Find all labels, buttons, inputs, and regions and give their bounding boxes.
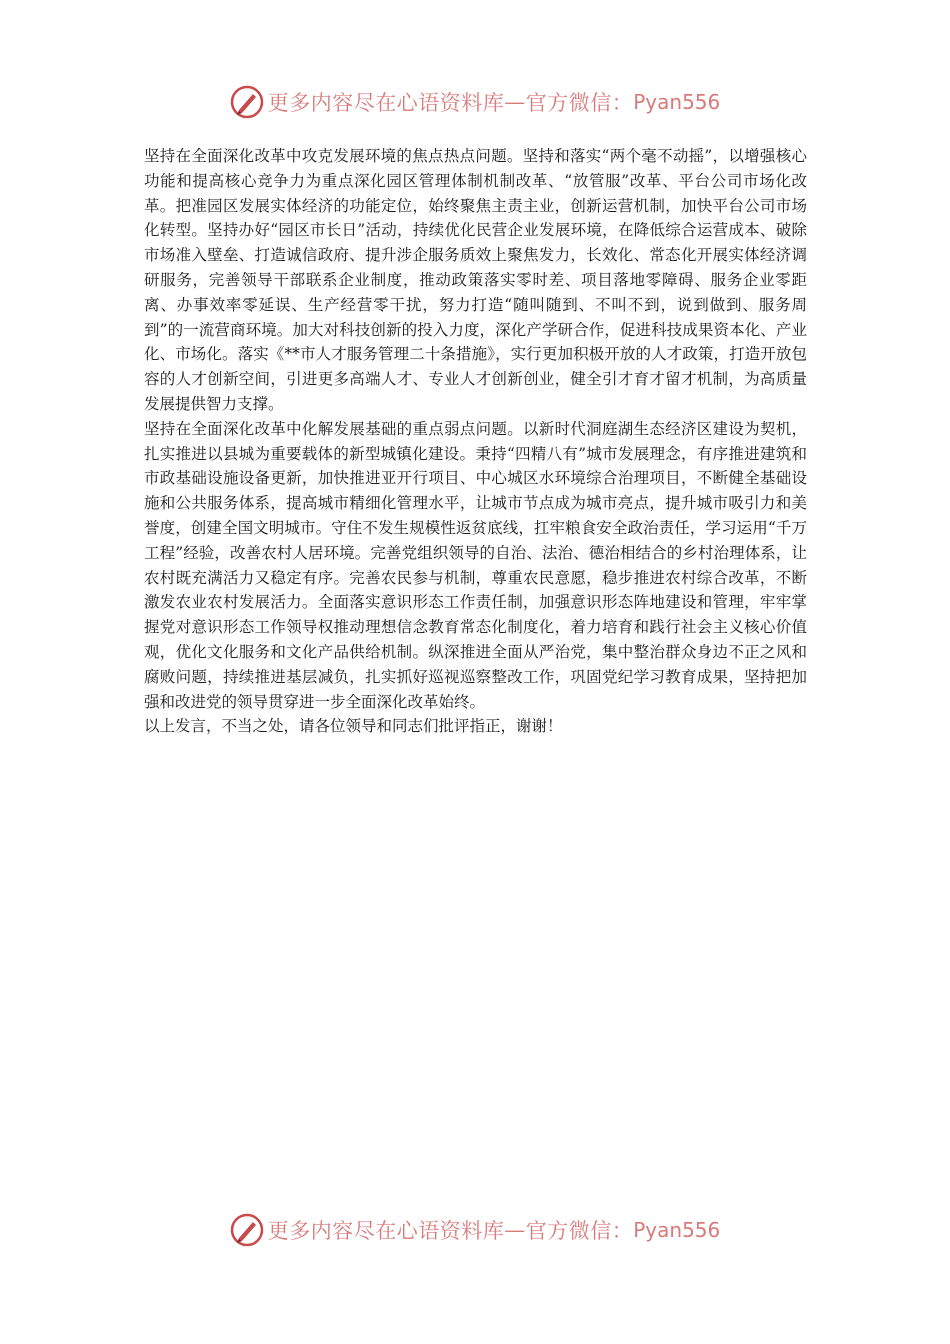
- banner-dash: —: [504, 90, 526, 114]
- banner-wechat-label: 官方微信：: [525, 1219, 634, 1243]
- paragraph: 以上发言，不当之处，请各位领导和同志们批评指正，谢谢！: [144, 717, 563, 736]
- banner-wechat-id: Pyan556: [633, 90, 721, 114]
- header-banner: [0, 82, 950, 122]
- banner-title: 更多内容尽在心语资料库: [267, 91, 505, 115]
- banner-title: 更多内容尽在心语资料库: [267, 1219, 505, 1243]
- footer-banner: [0, 1210, 950, 1250]
- banner-dash: —: [504, 1218, 526, 1242]
- paragraph: 坚持在全面深化改革中攻克发展环境的焦点热点问题。坚持和落实“两个毫不动摇”，以增强核心功能和提高核心竞争力为重点深化园区管理体制机制改革、“放管服”改革、平台公司市场化改革。把准园区发展实体经济的功能定位，始终聚焦主责主业，创新运营机制，加快平台公司市场化转型。坚持办好“园区市长日”活动，持续优化民营企业发展环境，在降低综合运营成本、破除市场准入壁垒、打造诚信政府、提升涉企服务质效上聚焦发力，长效化、常态化开展实体经济调研服务，完善领导干部联系企业制度，推动政策落实零时差、项目落地零障碍、服务企业零距离、办事效率零延误、生产经营零干扰，努力打造“随叫随到、不叫不到，说到做到、服务周到”的一流营商环境。加大对科技创新的投入力度，深化产学研合作，促进科技成果资本化、产业化、市场化。落实《**市人才服务管理二十条措施》，实行更加积极开放的人才政策，打造开放包容的人才创新空间，引进更多高端人才、专业人才创新创业，健全引才育才留才机制，为高质量发展提供智力支撑。: [144, 147, 807, 413]
- pen-logo-icon: [230, 1213, 264, 1247]
- banner-wechat-label: 官方微信：: [525, 91, 634, 115]
- paragraph: 坚持在全面深化改革中化解发展基础的重点弱点问题。以新时代洞庭湖生态经济区建设为契机，扎实推进以县城为重要载体的新型城镇化建设。秉持“四精八有”城市发展理念，有序推进建筑和市政基础设施设备更新，加快推进亚开行项目、中心城区水环境综合治理项目，不断健全基础设施和公共服务体系，提高城市精细化管理水平，让城市节点成为城市亮点，提升城市吸引力和美誉度，创建全国文明城市。守住不发生规模性返贫底线，扛牢粮食安全政治责任，学习运用“千万工程”经验，改善农村人居环境。完善党组织领导的自治、法治、德治相结合的乡村治理体系，让农村既充满活力又稳定有序。完善农民参与机制，尊重农民意愿，稳步推进农村综合改革，不断激发农业农村发展活力。全面落实意识形态工作责任制，加强意识形态阵地建设和管理，牢牢掌握党对意识形态工作领导权推动理想信念教育常态化制度化，着力培育和践行社会主义核心价值观，优化文化服务和文化产品供给机制。纵深推进全面从严治党，集中整治群众身边不正之风和腐败问题，持续推进基层减负，扎实抓好巡视巡察整改工作，巩固党纪学习教育成果，坚持把加强和改进党的领导贯穿进一步全面深化改革始终。: [144, 419, 807, 711]
- document-body: [144, 144, 807, 739]
- banner-wechat-id: Pyan556: [633, 1218, 721, 1242]
- pen-logo-icon: [230, 85, 264, 119]
